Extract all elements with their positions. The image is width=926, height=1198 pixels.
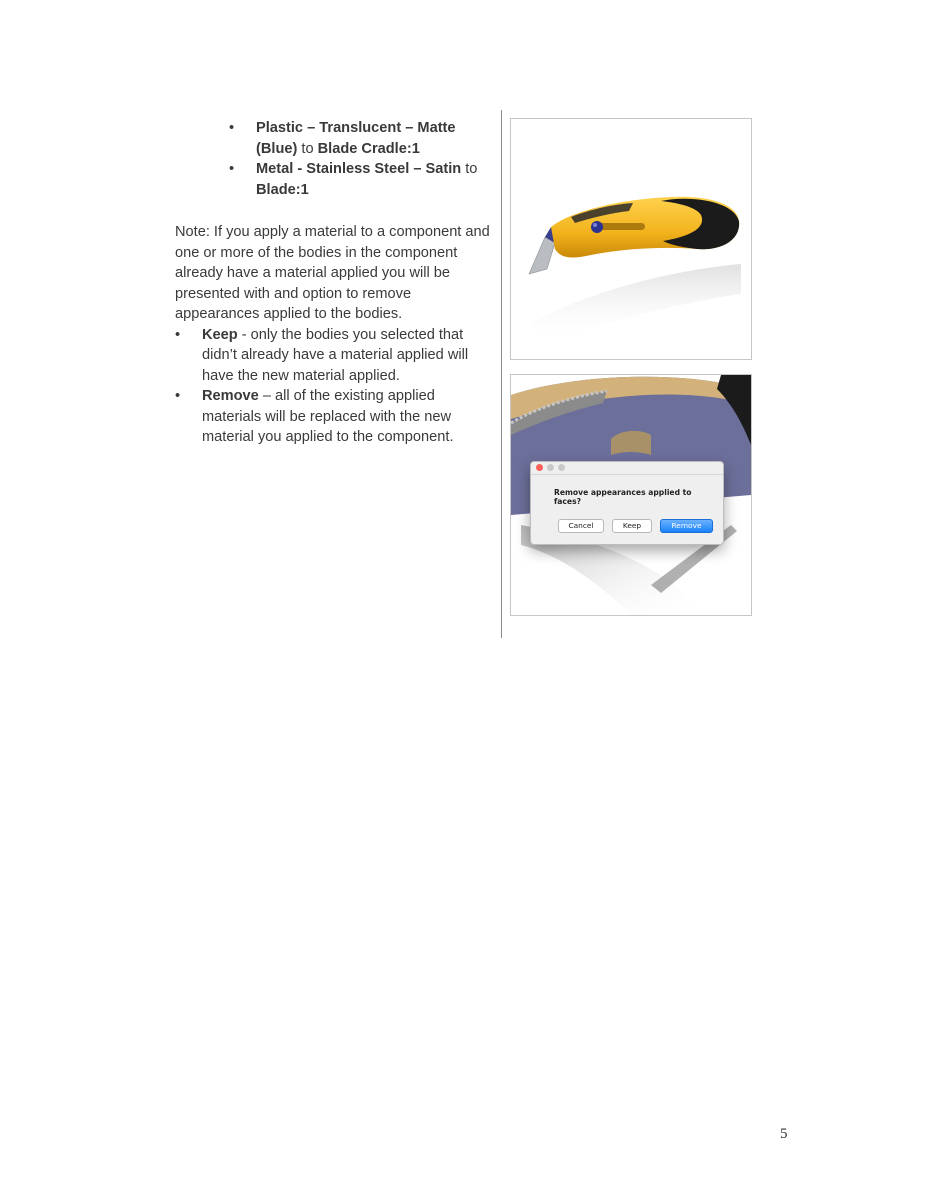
note-paragraph: Note: If you apply a material to a component and one or more of the bodies in the component already have a material applied you will be presented with and option to remove appearances applied to the bodies. <box>175 224 490 322</box>
remove-appearances-dialog <box>530 461 724 545</box>
component-name: Blade:1 <box>256 181 309 198</box>
bullet: • <box>229 161 235 177</box>
minimize-window-icon <box>547 464 554 471</box>
knife-render-figure <box>510 118 752 360</box>
component-name: Blade Cradle:1 <box>317 140 420 157</box>
material-name: Metal - Stainless Steel – Satin <box>256 161 462 177</box>
bullet: • <box>175 388 181 404</box>
zoom-window-icon <box>558 464 565 471</box>
dialog-titlebar <box>531 462 723 475</box>
list-item <box>175 325 493 387</box>
close-window-icon[interactable] <box>536 464 543 471</box>
keep-button[interactable]: Keep <box>612 519 652 533</box>
cancel-button[interactable]: Cancel <box>558 519 604 533</box>
knife-illustration <box>511 119 751 359</box>
remove-button[interactable]: Remove <box>660 519 713 533</box>
column-divider <box>501 110 502 638</box>
material-name: Plastic – Translucent – Matte (Blue) <box>256 120 456 157</box>
option-label: Keep <box>202 326 238 343</box>
bullet: • <box>229 120 235 136</box>
text-column <box>175 118 493 448</box>
bullet: • <box>175 326 181 343</box>
material-assignment-list <box>175 118 493 200</box>
options-list <box>175 325 493 448</box>
dialog-message: Remove appearances applied to faces? <box>554 488 692 506</box>
list-item <box>175 386 493 448</box>
option-description: - only the bodies you selected that didn’t already have a material applied will have the new material applied. <box>202 326 469 384</box>
option-label: Remove <box>202 388 259 404</box>
page-number: 5 <box>780 1126 788 1142</box>
connector-text: to <box>297 140 318 157</box>
remove-appearances-figure <box>510 374 752 616</box>
list-item <box>175 118 493 159</box>
option-description: – all of the existing applied materials will be replaced with the new material you applied to the component. <box>202 388 454 445</box>
list-item <box>175 159 493 200</box>
connector-text: to <box>461 161 478 177</box>
